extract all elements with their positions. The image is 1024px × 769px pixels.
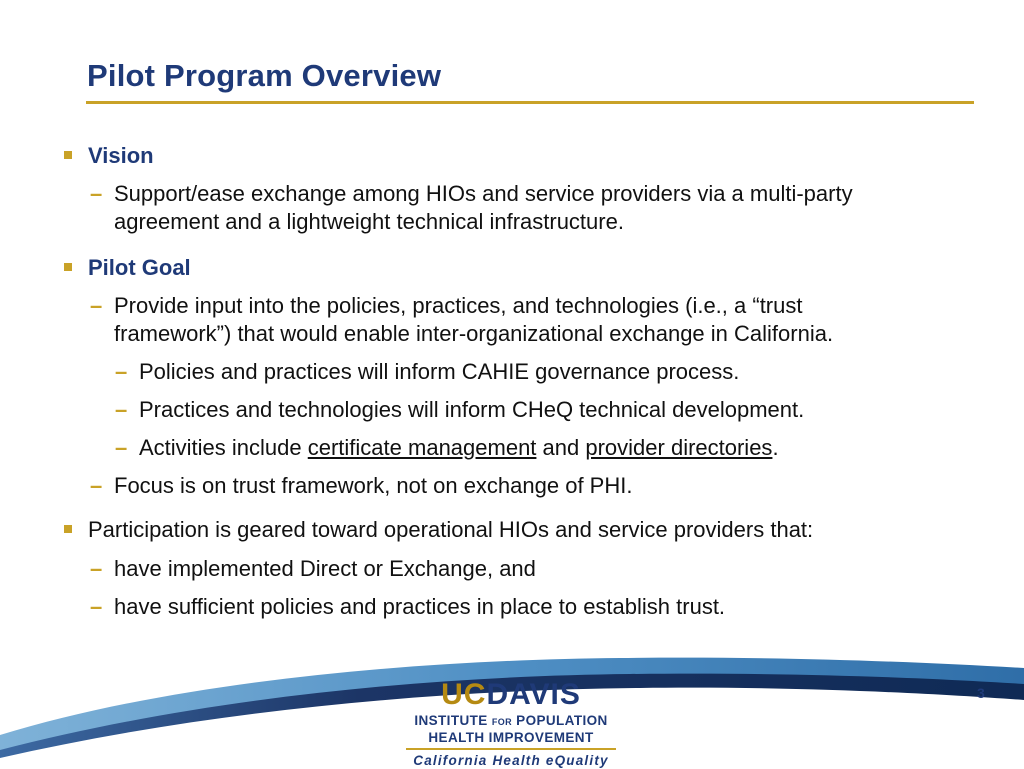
dash-icon: –	[115, 359, 128, 384]
logo-institute-line	[400, 713, 622, 730]
provider-directories-link[interactable]: provider directories	[585, 435, 773, 460]
text-line: have sufficient policies and practices in place to establish trust.	[114, 594, 726, 619]
logo-text: POPULATION	[512, 713, 608, 728]
text-line: framework”) that would enable inter-organizational exchange in California.	[114, 321, 834, 346]
logo-health-line: HEALTH IMPROVEMENT	[428, 730, 594, 745]
dash-icon: –	[115, 435, 128, 460]
participation-sub-2	[90, 593, 726, 621]
bullet-text: Participation is geared toward operational HIOs and service providers that:	[88, 517, 814, 542]
logo-divider	[406, 748, 616, 750]
dash-icon: –	[90, 181, 103, 206]
bullet-heading: Pilot Goal	[88, 255, 191, 280]
logo-text: INSTITUTE	[414, 713, 492, 728]
pilot-goal-sub-1c	[115, 434, 779, 462]
text-line: Policies and practices will inform CAHIE governance process.	[139, 359, 740, 384]
text-line: Focus is on trust framework, not on exchange of PHI.	[114, 473, 633, 498]
text-line: agreement and a lightweight technical infrastructure.	[114, 209, 624, 234]
ucdavis-wordmark	[400, 680, 622, 710]
bullet-square-icon	[64, 151, 72, 159]
text-line: have implemented Direct or Exchange, and	[114, 556, 536, 581]
ucdavis-logo	[400, 680, 622, 769]
bullet-vision	[88, 142, 154, 170]
certificate-management-link[interactable]: certificate management	[307, 435, 537, 460]
logo-text: FOR	[491, 717, 513, 727]
dash-icon: –	[90, 473, 103, 498]
pilot-goal-sub-2	[90, 472, 633, 500]
dash-icon: –	[90, 293, 103, 318]
pilot-goal-sub-1b	[115, 396, 805, 424]
text-segment: .	[772, 435, 779, 460]
bullet-pilot-goal	[88, 254, 191, 282]
text-line: Practices and technologies will inform CHeQ technical development.	[139, 397, 805, 422]
page-number: 3	[977, 685, 985, 701]
dash-icon: –	[90, 594, 103, 619]
text-line: Provide input into the policies, practices, and technologies (i.e., a “trust	[114, 293, 803, 318]
dash-icon: –	[90, 556, 103, 581]
text-line: Support/ease exchange among HIOs and service providers via a multi-party	[114, 181, 853, 206]
vision-sub-1	[90, 180, 853, 236]
bullet-square-icon	[64, 525, 72, 533]
pilot-goal-sub-1	[90, 292, 834, 348]
logo-tagline: California Health eQuality	[413, 753, 609, 768]
logo-davis: DAVIS	[486, 678, 581, 711]
logo-uc: UC	[441, 678, 487, 711]
bullet-heading: Vision	[88, 143, 154, 168]
page-title: Pilot Program Overview	[87, 58, 442, 93]
dash-icon: –	[115, 397, 128, 422]
bullet-participation	[88, 516, 813, 544]
pilot-goal-sub-1a	[115, 358, 740, 386]
text-segment: and	[536, 435, 586, 460]
participation-sub-1	[90, 555, 536, 583]
bullet-square-icon	[64, 263, 72, 271]
title-underline	[86, 101, 974, 104]
text-segment: Activities include	[139, 435, 308, 460]
